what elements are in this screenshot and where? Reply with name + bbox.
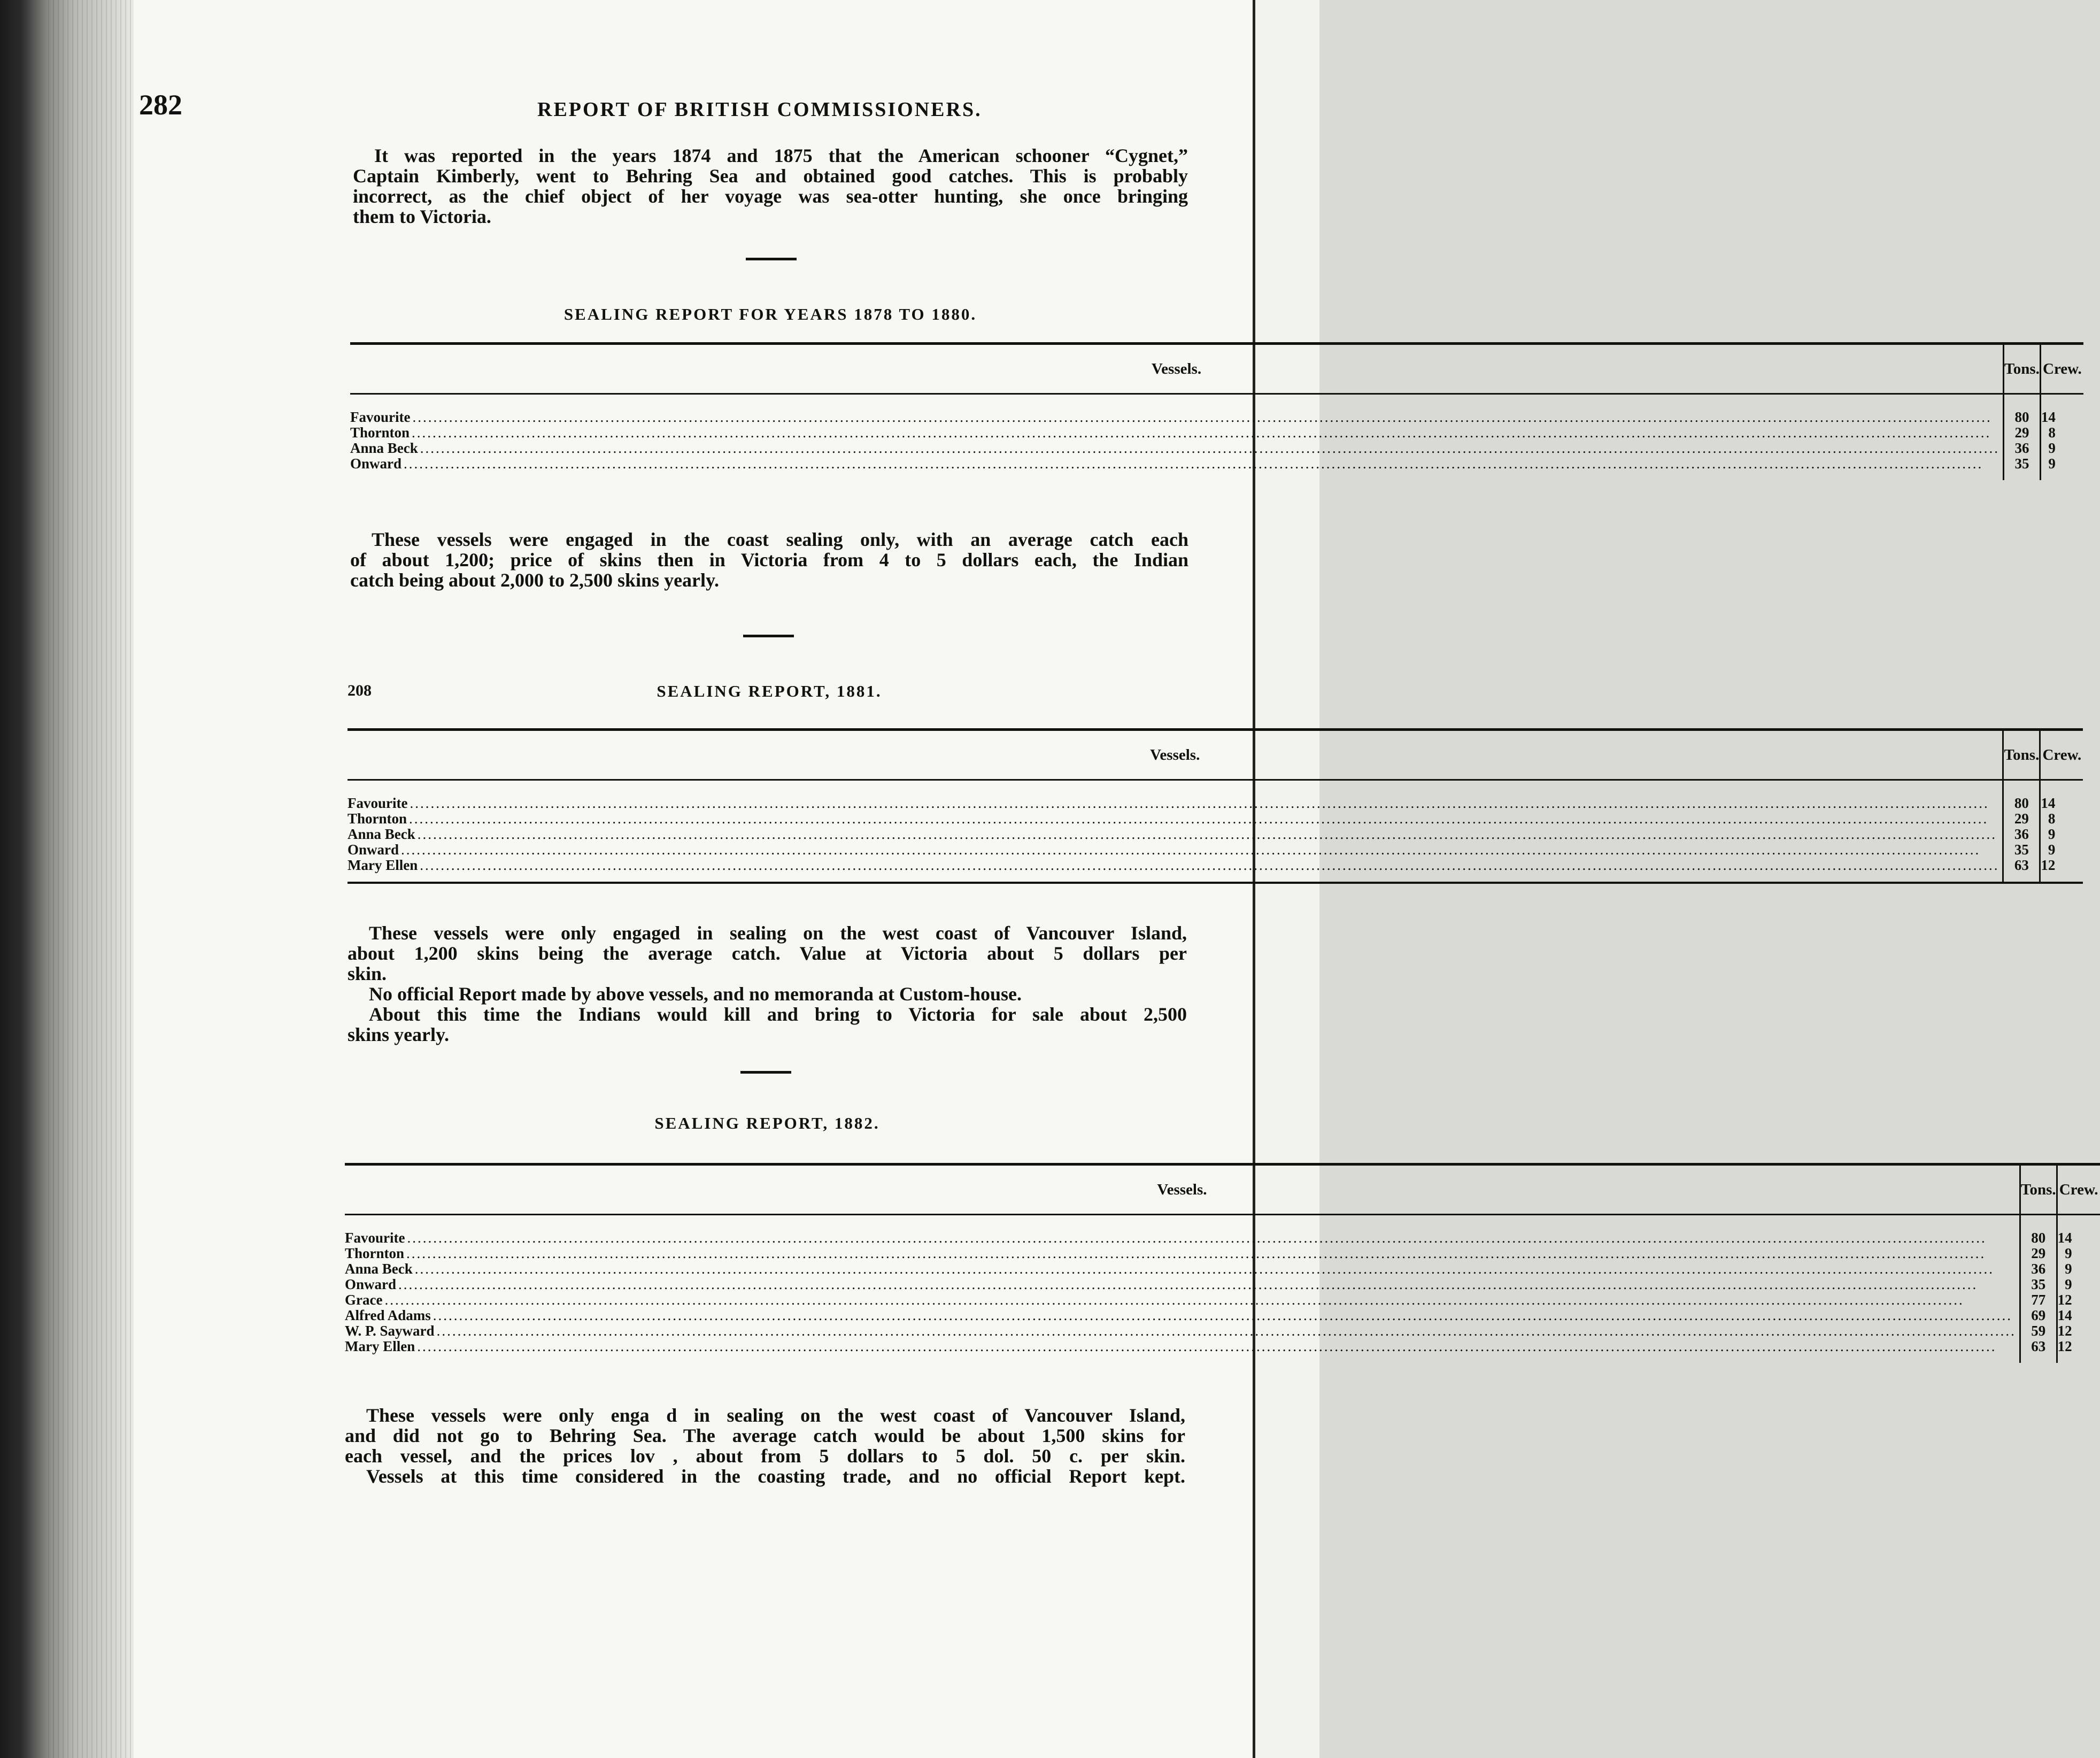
crew-value: 12 <box>2057 1339 2100 1363</box>
paragraph-line: These vessels were only enga d in sealing on the west coast of Vancouver Island, <box>366 1405 1185 1426</box>
running-head <box>139 88 1187 126</box>
tons-value: 59 <box>2020 1323 2057 1339</box>
tons-value: 29 <box>2020 1246 2057 1261</box>
vessel-name: Thornton <box>350 425 410 441</box>
vessel-name: Onward <box>350 456 402 472</box>
crew-value: 9 <box>2057 1261 2100 1277</box>
sealing-table-1882 <box>345 1163 2100 1363</box>
column-header-crew: Crew. <box>2040 730 2083 780</box>
tons-value: 35 <box>2004 456 2041 480</box>
crew-value: 8 <box>2040 811 2083 827</box>
crew-value: 14 <box>2040 394 2083 426</box>
tons-value: 69 <box>2020 1308 2057 1323</box>
column-header-vessels: Vessels. <box>345 1165 2020 1215</box>
crew-value: 9 <box>2057 1246 2100 1261</box>
sealing-table-1881 <box>348 728 2083 884</box>
tons-value: 36 <box>2004 441 2041 456</box>
table-row <box>350 394 2083 426</box>
table-row <box>348 827 2083 842</box>
column-header-crew: Crew. <box>2057 1165 2100 1215</box>
section-divider <box>740 1071 791 1074</box>
crew-value: 14 <box>2040 780 2083 812</box>
table-row <box>345 1261 2100 1277</box>
vessel-name: Mary Ellen <box>348 857 418 873</box>
page-edges <box>48 0 134 1758</box>
crew-value: 9 <box>2040 441 2083 456</box>
crew-value: 12 <box>2057 1292 2100 1308</box>
table-row <box>345 1246 2100 1261</box>
section-divider <box>743 635 794 637</box>
table-row <box>348 842 2083 858</box>
vessel-name: Grace <box>345 1292 383 1308</box>
side-number: 208 <box>348 682 372 699</box>
tons-value: 36 <box>2020 1261 2057 1277</box>
tons-value: 80 <box>2004 394 2041 426</box>
crew-value: 12 <box>2057 1323 2100 1339</box>
tons-value: 29 <box>2003 811 2040 827</box>
vessel-name: Anna Beck <box>350 440 418 456</box>
table-row <box>350 441 2083 456</box>
paragraph-line: No official Report made by above vessels, and no memoranda at Custom-house. <box>369 983 1022 1005</box>
table-row <box>345 1292 2100 1308</box>
tons-value: 77 <box>2020 1292 2057 1308</box>
intro-line: incorrect, as the chief object of her voyage was sea-otter hunting, she once bringing <box>353 186 1188 207</box>
table-row <box>345 1323 2100 1339</box>
tons-value: 36 <box>2003 827 2040 842</box>
vessel-name: Onward <box>348 842 399 858</box>
vessel-name: Thornton <box>345 1245 405 1261</box>
paragraph-line: skin. <box>348 963 387 984</box>
running-title: REPORT OF BRITISH COMMISSIONERS. <box>537 98 982 121</box>
tons-value: 63 <box>2020 1339 2057 1363</box>
section-divider <box>746 258 797 260</box>
vessel-name: Favourite <box>345 1230 405 1246</box>
table-bottom-rule <box>348 883 2083 884</box>
vessel-name: Onward <box>345 1276 397 1292</box>
paragraph-line: of about 1,200; price of skins then in Victoria from 4 to 5 dollars each, the Indian <box>350 549 1188 570</box>
vessel-name: Alfred Adams <box>345 1307 431 1323</box>
vessel-name: Thornton <box>348 811 407 827</box>
crew-value: 9 <box>2040 827 2083 842</box>
crew-value: 8 <box>2040 425 2083 441</box>
paragraph-line: These vessels were engaged in the coast sealing only, with an average catch each <box>372 529 1188 550</box>
paragraph-line: and did not go to Behring Sea. The average catch would be about 1,500 skins for <box>345 1425 1185 1446</box>
section-paragraph-1882 <box>345 1405 1185 1486</box>
vessel-name: Mary Ellen <box>345 1338 415 1354</box>
table-row <box>350 456 2083 480</box>
vessel-name: Favourite <box>348 795 408 811</box>
paragraph-line: Vessels at this time considered in the coasting trade, and no official Report kept. <box>366 1466 1185 1487</box>
paragraph-line: About this time the Indians would kill and bring to Victoria for sale about 2,500 <box>369 1004 1187 1025</box>
paragraph-line: each vessel, and the prices lov , about from 5 dollars to 5 dol. 50 c. per skin. <box>345 1445 1185 1467</box>
crew-value: 12 <box>2040 858 2083 883</box>
vessel-name: W. P. Sayward <box>345 1323 435 1339</box>
table-row <box>345 1339 2100 1363</box>
crew-value: 9 <box>2040 456 2083 480</box>
paragraph-line: about 1,200 skins being the average catch. Value at Victoria about 5 dollars per <box>348 943 1187 964</box>
crew-value: 14 <box>2057 1308 2100 1323</box>
tons-value: 29 <box>2004 425 2041 441</box>
crew-value: 9 <box>2040 842 2083 858</box>
vessel-name: Anna Beck <box>348 826 415 842</box>
column-header-crew: Crew. <box>2040 344 2083 394</box>
section-paragraph-1878-1880 <box>350 529 1188 590</box>
table-row <box>348 858 2083 883</box>
crew-value: 9 <box>2057 1277 2100 1292</box>
table-row <box>350 425 2083 441</box>
column-header-tons: Tons. <box>2003 730 2040 780</box>
paragraph-line: skins yearly. <box>348 1024 450 1045</box>
vessel-name: Anna Beck <box>345 1261 413 1277</box>
section-paragraph-1881 <box>348 923 1187 1045</box>
column-header-tons: Tons. <box>2004 344 2041 394</box>
paragraph-line: These vessels were only engaged in sealing on the west coast of Vancouver Island, <box>369 922 1187 944</box>
table-row <box>345 1308 2100 1323</box>
column-header-vessels: Vessels. <box>348 730 2003 780</box>
intro-line: Captain Kimberly, went to Behring Sea and obtained good catches. This is probably <box>353 165 1188 187</box>
tons-value: 63 <box>2003 858 2040 883</box>
section-title-1878-1880: SEALING REPORT FOR YEARS 1878 TO 1880. <box>563 305 977 323</box>
table-row <box>345 1277 2100 1292</box>
vessel-name: Favourite <box>350 409 411 425</box>
table-row <box>345 1215 2100 1246</box>
tons-value: 80 <box>2003 780 2040 812</box>
intro-paragraph <box>353 145 1188 227</box>
tons-value: 80 <box>2020 1215 2057 1246</box>
sealing-table-1878-1880 <box>350 342 2083 480</box>
table-row <box>348 780 2083 812</box>
tons-value: 35 <box>2020 1277 2057 1292</box>
table-row <box>348 811 2083 827</box>
paragraph-line: catch being about 2,000 to 2,500 skins yearly. <box>350 569 720 591</box>
column-header-tons: Tons. <box>2020 1165 2057 1215</box>
intro-line: them to Victoria. <box>353 206 491 227</box>
intro-line: It was reported in the years 1874 and 1875 that the American schooner “Cygnet,” <box>374 145 1188 166</box>
column-header-vessels: Vessels. <box>350 344 2004 394</box>
tons-value: 35 <box>2003 842 2040 858</box>
section-title-1881: SEALING REPORT, 1881. <box>657 682 882 700</box>
crew-value: 14 <box>2057 1215 2100 1246</box>
section-title-1882: SEALING REPORT, 1882. <box>654 1114 880 1132</box>
page-number: 282 <box>139 89 182 121</box>
